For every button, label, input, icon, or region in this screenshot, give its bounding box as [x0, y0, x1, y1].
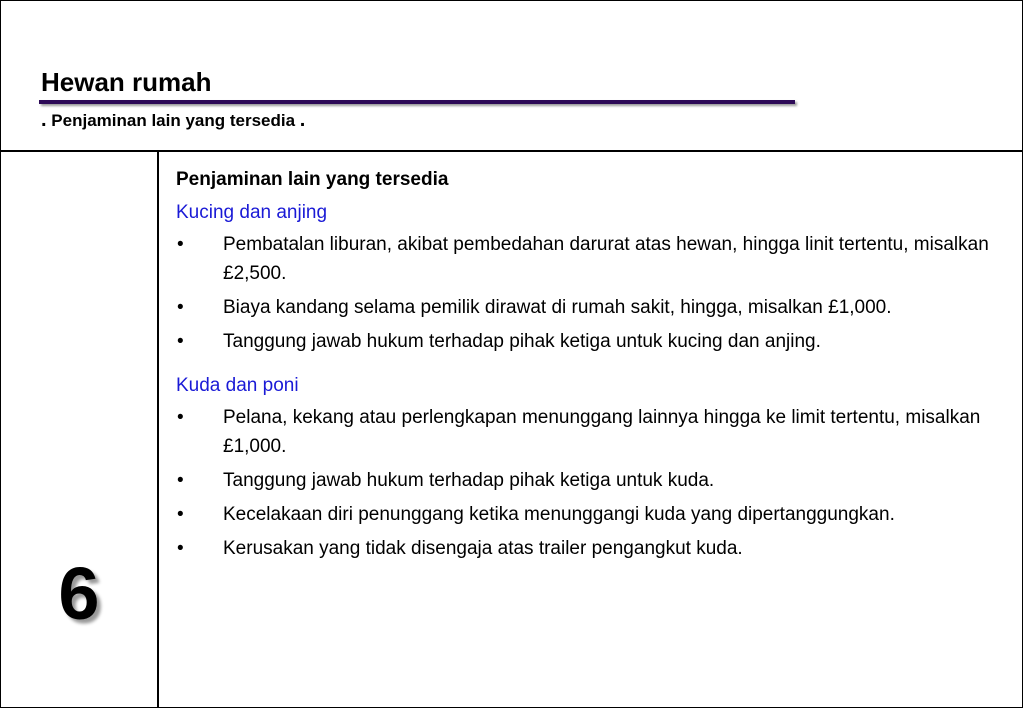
list-item-text: Pelana, kekang atau perlengkapan menunggang lainnya hingga ke limit tertentu, misalkan £1,000. — [223, 407, 981, 457]
bullet-icon: • — [177, 297, 184, 318]
list-item-text: Biaya kandang selama pemilik dirawat di rumah sakit, hingga, misalkan £1,000. — [223, 297, 892, 318]
slide-subtitle — [41, 109, 305, 132]
list-item-text: Kerusakan yang tidak disengaja atas trailer pengangkut kuda. — [223, 538, 743, 559]
subtitle-suffix: . — [299, 109, 306, 131]
bullet-icon: • — [177, 504, 184, 525]
list-item — [176, 230, 1006, 288]
group-heading-cats-dogs: Kucing dan anjing — [176, 202, 328, 223]
content-area — [176, 165, 1006, 568]
bullet-icon: • — [177, 538, 184, 559]
list-item-text: Pembatalan liburan, akibat pembedahan darurat atas hewan, hingga linit tertentu, misalkan £2,500. — [223, 234, 989, 284]
list-item-text: Kecelakaan diri penunggang ketika menunggangi kuda yang dipertanggungkan. — [223, 504, 895, 525]
slide-header — [1, 1, 1022, 152]
content-heading: Penjaminan lain yang tersedia — [176, 169, 449, 190]
list-item — [176, 403, 1006, 461]
list-item — [176, 293, 1006, 322]
list-item — [176, 327, 1006, 356]
title-underline — [39, 100, 795, 104]
subtitle-prefix: . — [41, 109, 47, 131]
list-item — [176, 500, 1006, 529]
section-number: 6 — [58, 552, 100, 635]
group-heading-horses-ponies: Kuda dan poni — [176, 375, 299, 396]
list-item — [176, 534, 1006, 563]
list-item-text: Tanggung jawab hukum terhadap pihak ketiga untuk kucing dan anjing. — [223, 331, 821, 352]
bullet-icon: • — [177, 470, 184, 491]
list-item-text: Tanggung jawab hukum terhadap pihak ketiga untuk kuda. — [223, 470, 715, 491]
list-item — [176, 466, 1006, 495]
bullet-icon: • — [177, 407, 184, 428]
subtitle-text: Penjaminan lain yang tersedia — [51, 111, 296, 130]
bullet-icon: • — [177, 234, 184, 255]
slide-title: Hewan rumah — [41, 67, 212, 97]
bullet-icon: • — [177, 331, 184, 352]
